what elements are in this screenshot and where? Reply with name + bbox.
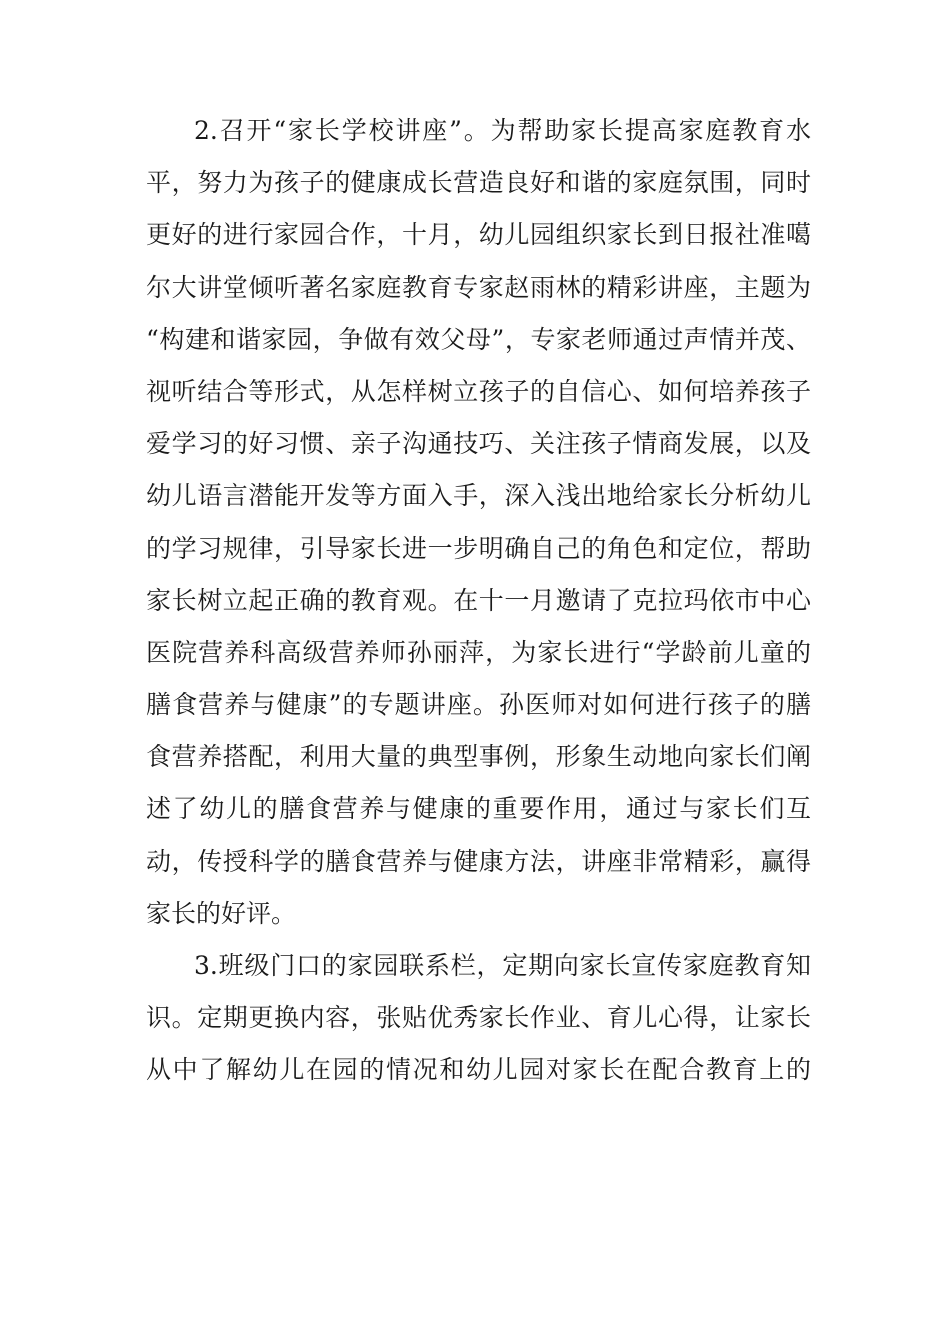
text-line: 动，传授科学的膳食营养与健康方法，讲座非常精彩，赢得 — [146, 846, 811, 876]
text-line: 尔大讲堂倾听著名家庭教育专家赵雨林的精彩讲座，主题为 — [146, 272, 811, 302]
text-line: 医院营养科高级营养师孙丽萍，为家长进行“学龄前儿童的 — [146, 637, 811, 667]
text-line: 家长树立起正确的教育观。在十一月邀请了克拉玛依市中心 — [146, 585, 811, 615]
text-line: 爱学习的好习惯、亲子沟通技巧、关注孩子情商发展，以及 — [146, 429, 811, 459]
text-line: 更好的进行家园合作，十月，幼儿园组织家长到日报社准噶 — [146, 220, 811, 250]
text-line: 识。定期更换内容，张贴优秀家长作业、育儿心得，让家长 — [146, 1003, 811, 1033]
text-line: 述了幼儿的膳食营养与健康的重要作用，通过与家长们互 — [146, 794, 811, 824]
text-line: 家长的好评。 — [146, 898, 297, 928]
text-line: 平，努力为孩子的健康成长营造良好和谐的家庭氛围，同时 — [146, 168, 811, 198]
text-line: 从中了解幼儿在园的情况和幼儿园对家长在配合教育上的 — [146, 1055, 811, 1085]
text-line: “构建和谐家园，争做有效父母”，专家老师通过声情并茂、 — [146, 324, 811, 354]
text-line: 幼儿语言潜能开发等方面入手，深入浅出地给家长分析幼儿 — [146, 481, 811, 511]
body-text — [146, 105, 811, 1097]
text-line: 食营养搭配，利用大量的典型事例，形象生动地向家长们阐 — [146, 742, 811, 772]
text-line: 2.召开“家长学校讲座”。为帮助家长提高家庭教育水 — [194, 116, 811, 145]
text-line: 视听结合等形式，从怎样树立孩子的自信心、如何培养孩子 — [146, 376, 811, 406]
text-line: 膳食营养与健康”的专题讲座。孙医师对如何进行孩子的膳 — [146, 690, 811, 720]
paragraph-3 — [146, 940, 811, 1097]
text-line: 的学习规律，引导家长进一步明确自己的角色和定位，帮助 — [146, 533, 811, 563]
text-line: 3.班级门口的家园联系栏，定期向家长宣传家庭教育知 — [194, 951, 811, 980]
paragraph-2 — [146, 105, 811, 940]
